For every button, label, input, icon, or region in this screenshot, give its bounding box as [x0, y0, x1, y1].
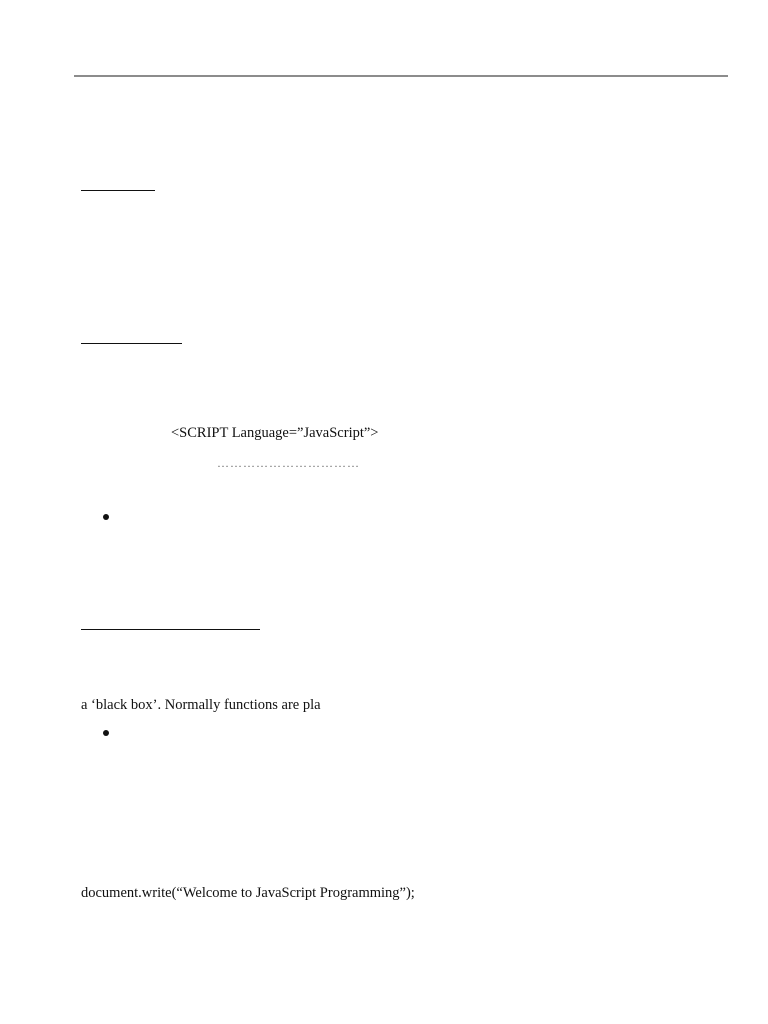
- section-heading-underline-1: [81, 190, 155, 191]
- document-write-code-line: document.write(“Welcome to JavaScript Programming”);: [81, 885, 415, 901]
- black-box-text-line: a ‘black box’. Normally functions are pla: [81, 697, 321, 713]
- section-heading-underline-3: [81, 629, 260, 630]
- bullet-point-1: [103, 514, 109, 520]
- header-rule: [74, 75, 728, 77]
- code-placeholder-dots: ……………………………: [217, 456, 360, 470]
- bullet-point-2: [103, 730, 109, 736]
- script-tag-code-line: <SCRIPT Language=”JavaScript”>: [171, 425, 379, 441]
- section-heading-underline-2: [81, 343, 182, 344]
